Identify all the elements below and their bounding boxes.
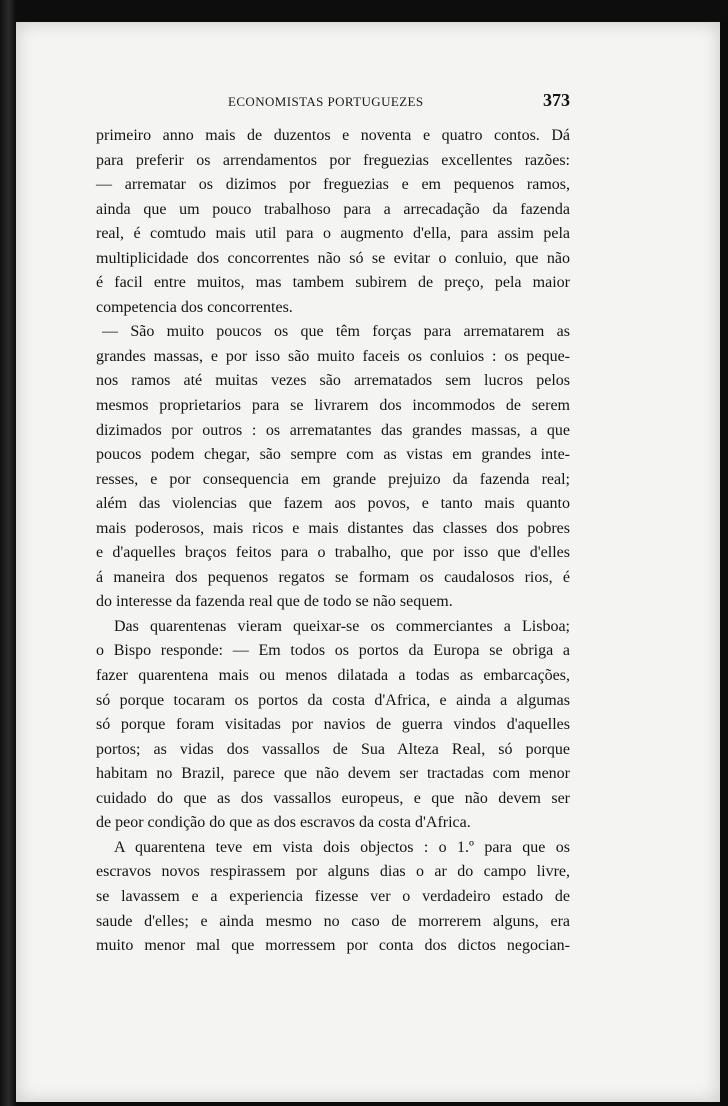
text-line: Das quarentenas vieram queixar-se os commerciantes a Lisboa;	[114, 617, 570, 635]
scan-top-border	[0, 0, 728, 22]
text-line: habitam no Brazil, parece que não devem ser tractadas com menor	[96, 765, 570, 783]
text-line: além das violencias que fazem aos povos, e tanto mais quanto	[96, 495, 570, 513]
text-line: mesmos proprietarios para se livrarem dos incommodos de serem	[96, 397, 570, 415]
text-line: é facil entre muitos, mas tambem subirem de preço, pela maior	[96, 274, 570, 292]
text-line: dizimados por outros : os arrematantes das grandes massas, a que	[96, 421, 570, 439]
text-line: cuidado do que as dos vassallos europeus, e que não devem ser	[96, 789, 570, 807]
scan-left-border	[0, 0, 16, 1106]
text-line: de peor condição do que as dos escravos da costa d'Africa.	[96, 814, 471, 832]
text-line: portos; as vidas dos vassallos de Sua Alteza Real, só porque	[96, 740, 570, 758]
text-line: fazer quarentena mais ou menos dilatada a todas as embarcações,	[96, 667, 570, 685]
page-header	[98, 90, 570, 114]
text-line: primeiro anno mais de duzentos e noventa e quatro contos. Dá	[96, 127, 570, 144]
text-line: escravos novos respirassem por alguns dias o ar do campo livre,	[96, 863, 570, 881]
text-line: competencia dos concorrentes.	[96, 298, 293, 316]
text-line: — arrematar os dizimos por freguezias e em pequenos ramos,	[96, 176, 570, 194]
running-title: ECONOMISTAS PORTUGUEZES	[228, 94, 424, 109]
text-line: só porque tocaram os portos da costa d'Africa, e ainda a algumas	[96, 691, 570, 709]
text-line: para preferir os arrendamentos por freguezias excellentes razões:	[96, 151, 570, 169]
text-line: á maneira dos pequenos regatos se formam os caudalosos rios, é	[96, 568, 570, 586]
text-line: real, é comtudo mais util para o augmento d'ella, para assim pela	[96, 225, 570, 243]
text-line: — São muito poucos os que têm forças para arrematarem as	[102, 323, 570, 341]
text-line: resses, e por consequencia em grande prejuizo da fazenda real;	[96, 470, 570, 488]
text-line: saude d'elles; e ainda mesmo no caso de morrerem alguns, era	[96, 912, 570, 930]
text-line: poucos podem chegar, são sempre com as vistas em grandes inte-	[96, 446, 570, 464]
text-line: nos ramos até muitas vezes são arrematados sem lucros pelos	[96, 372, 570, 390]
text-line: multiplicidade dos concorrentes não só se evitar o conluio, que não	[96, 249, 570, 267]
body-text	[96, 124, 570, 959]
text-line: A quarentena teve em vista dois objectos : o 1.º para que os	[114, 838, 570, 856]
text-line: o Bispo responde: — Em todos os portos da Europa se obriga a	[96, 642, 570, 660]
text-line: grandes massas, e por isso são muito faceis os conluios : os peque-	[96, 347, 570, 365]
text-line: ainda que um pouco trabalhoso para a arrecadação da fazenda	[96, 200, 570, 218]
text-line: mais poderosos, mais ricos e mais distantes das classes dos pobres	[96, 519, 570, 537]
text-line: muito menor mal que morressem por conta dos dictos negocian-	[96, 937, 570, 955]
text-line: se lavassem e a experiencia fizesse ver o verdadeiro estado de	[96, 887, 570, 905]
text-line: do interesse da fazenda real que de todo se não sequem.	[96, 593, 453, 611]
text-line: e d'aquelles braços feitos para o trabalho, que por isso que d'elles	[96, 544, 570, 562]
page-number: 373	[543, 90, 570, 110]
text-line: só porque foram visitadas por navios de guerra vindos d'aquelles	[96, 716, 570, 734]
